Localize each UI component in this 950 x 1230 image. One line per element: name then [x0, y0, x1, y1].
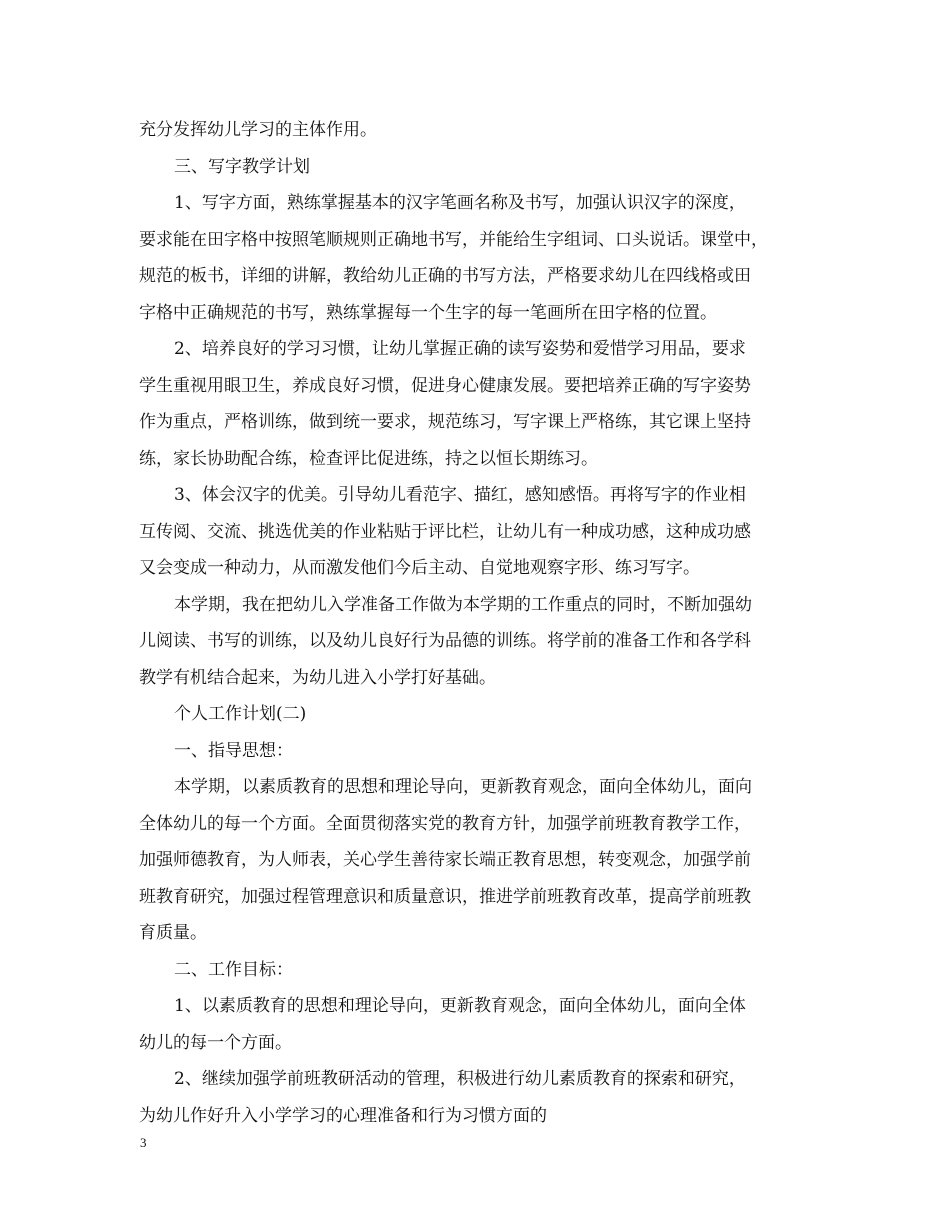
text-line: 1、以素质教育的思想和理论导向，更新教育观念，面向全体幼儿，面向全体 — [174, 996, 746, 1016]
page-number: 3 — [140, 1135, 147, 1150]
text-line: 互传阅、交流、挑选优美的作业粘贴于评比栏，让幼儿有一种成功感，这种成功感 — [139, 521, 751, 542]
text-line: 1、写字方面，熟练掌握基本的汉字笔画名称及书写，加强认识汉字的深度， — [174, 193, 746, 213]
text-line: 要求能在田字格中按照笔顺规则正确地书写，并能给生字组词、口头说话。课堂中， — [139, 229, 768, 250]
text-line: 2、继续加强学前班教研活动的管理，积极进行幼儿素质教育的探索和研究， — [174, 1069, 746, 1089]
text-line: 班教育研究，加强过程管理意识和质量意识，推进学前班教育改革，提高学前班教 — [139, 886, 751, 907]
text-line: 全体幼儿的每一个方面。全面贯彻落实党的教育方针，加强学前班教育教学工作， — [139, 813, 751, 834]
text-line: 二、工作目标： — [174, 959, 293, 980]
text-line: 育质量。 — [139, 923, 207, 943]
text-line: 儿阅读、书写的训练，以及幼儿良好行为品德的训练。将学前的准备工作和各学科 — [139, 631, 751, 651]
text-line: 规范的板书，详细的讲解，教给幼儿正确的书写方法，严格要求幼儿在四线格或田 — [139, 266, 751, 286]
text-line: 本学期，我在把幼儿入学准备工作做为本学期的工作重点的同时，不断加强幼 — [174, 594, 752, 615]
text-line: 幼儿的每一个方面。 — [139, 1032, 292, 1053]
text-line: 又会变成一种动力，从而激发他们今后主动、自觉地观察字形、练习写字。 — [139, 558, 700, 578]
text-line: 个人工作计划(二) — [174, 704, 307, 724]
text-line: 字格中正确规范的书写，熟练掌握每一个生字的每一笔画所在田字格的位置。 — [139, 302, 717, 323]
text-line: 一、指导思想： — [174, 740, 293, 761]
text-line: 加强师德教育，为人师表，关心学生善待家长端正教育思想，转变观念，加强学前 — [139, 850, 751, 870]
text-line: 本学期，以素质教育的思想和理论导向，更新教育观念，面向全体幼儿，面向 — [174, 777, 752, 797]
text-line: 2、培养良好的学习习惯，让幼儿掌握正确的读写姿势和爱惜学习用品，要求 — [174, 339, 746, 359]
document-body — [139, 112, 819, 1134]
text-line: 充分发挥幼儿学习的主体作用。 — [139, 120, 377, 140]
text-line: 作为重点，严格训练，做到统一要求，规范练习，写字课上严格练，其它课上坚持 — [139, 412, 751, 432]
text-line: 3、体会汉字的优美。引导幼儿看范字、描红，感知感悟。再将写字的作业相 — [174, 485, 746, 505]
text-line: 三、写字教学计划 — [174, 156, 310, 177]
text-line: 为幼儿作好升入小学学习的心理准备和行为习惯方面的 — [139, 1105, 547, 1126]
text-line: 学生重视用眼卫生，养成良好习惯，促进身心健康发展。要把培养正确的写字姿势 — [139, 375, 751, 396]
text-line: 教学有机结合起来，为幼儿进入小学打好基础。 — [139, 667, 496, 688]
text-line: 练，家长协助配合练，检查评比促进练，持之以恒长期练习。 — [139, 448, 598, 469]
